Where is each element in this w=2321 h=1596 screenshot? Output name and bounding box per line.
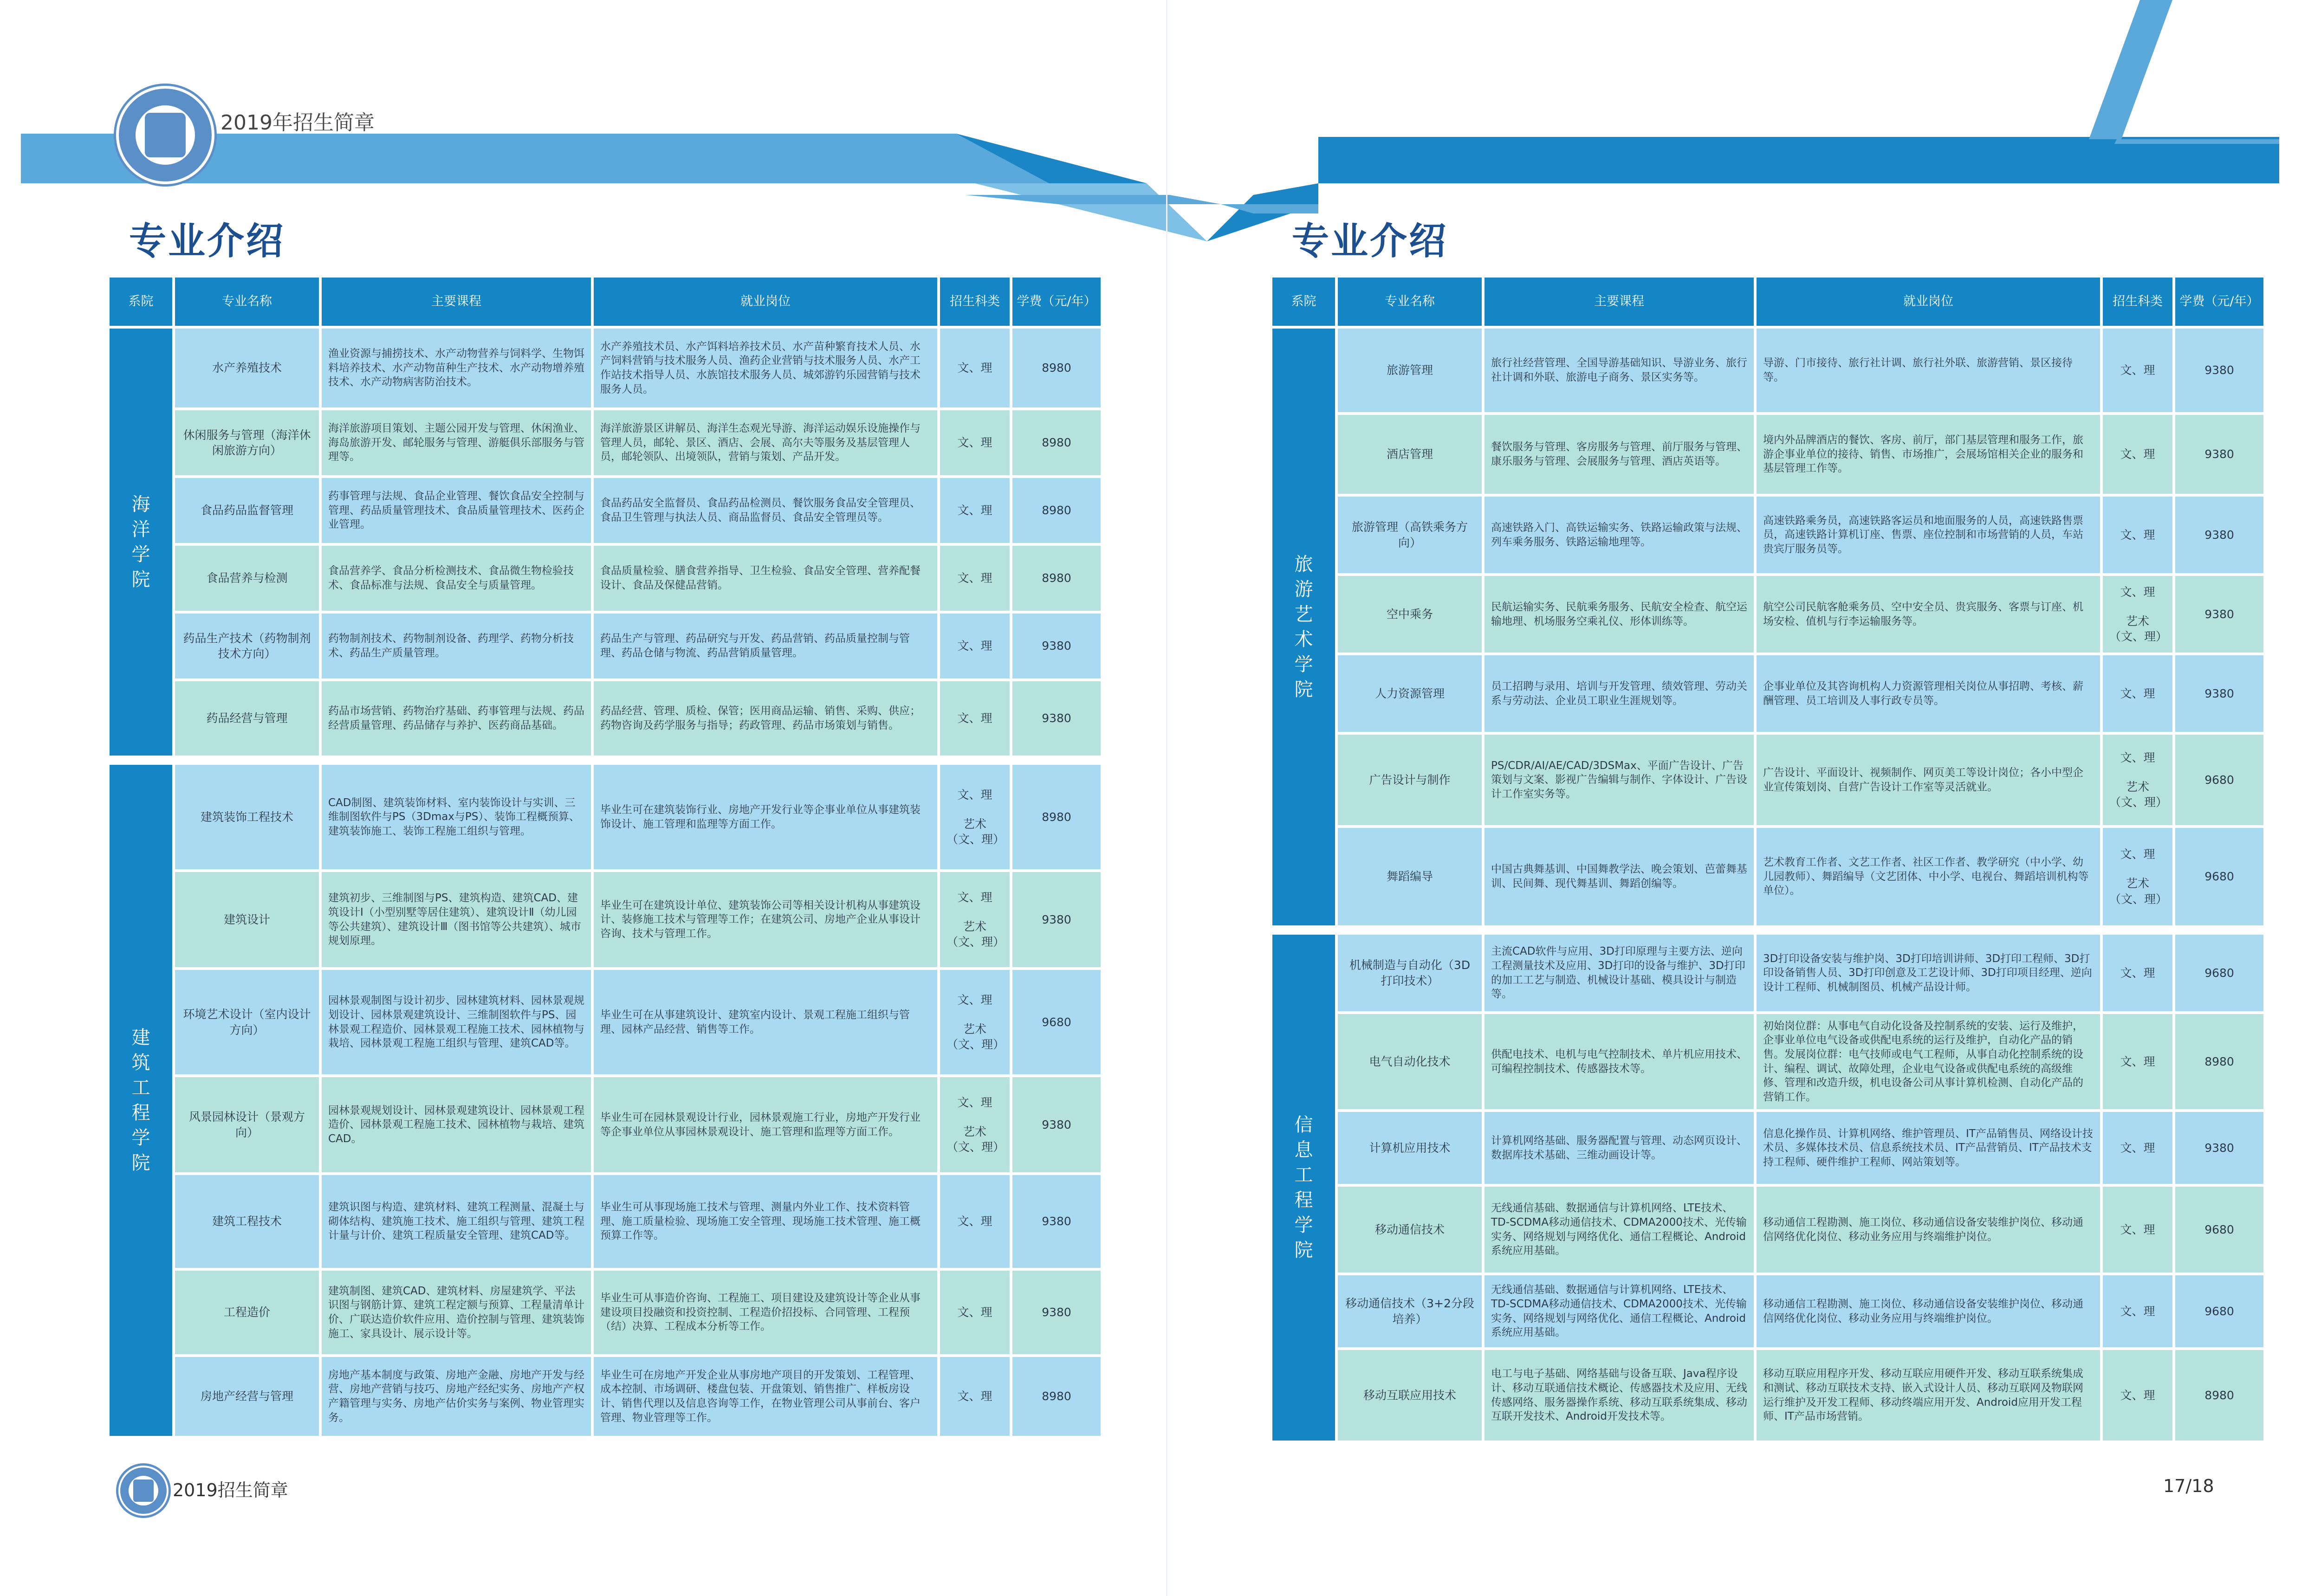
jobs-cell: 水产养殖技术员、水产饵料培养技术员、水产苗种繁育技术人员、水产饲料营销与技术服务人员、渔药企业营销与技术服务人员、水产工作站技术指导人员、水族馆技术服务人员、城郊游钓乐园营销与技术服务人员。 [594,329,937,407]
courses-cell: 计算机网络基础、服务器配置与管理、动态网页设计、数据库技术基础、三维动画设计等。 [1485,1112,1754,1184]
tuition-cell: 8980 [1012,546,1101,611]
tuition-cell: 9380 [1012,1077,1101,1172]
category-label: 文、理 [2120,966,2155,980]
major-name-cell: 药品生产技术（药物制剂技术方向） [175,614,319,678]
category-cell [940,1357,1010,1436]
table-row [110,1271,1101,1354]
header-brochure-title: 2019年招生简章 [220,111,375,135]
major-name-cell: 移动通信技术 [1338,1187,1482,1273]
major-name-cell: 环境艺术设计（室内设计方向） [175,970,319,1074]
jobs-cell: 移动通信工程勘测、施工岗位、移动通信设备安装维护岗位、移动通信网络优化岗位、移动业务应用与终端维护岗位。 [1757,1275,2100,1347]
major-name-cell: 计算机应用技术 [1338,1112,1482,1184]
category-label: 文、理 [957,639,992,653]
courses-cell: 民航运输实务、民航乘务服务、民航安全检查、航空运输地理、机场服务空乘礼仪、形体训练等。 [1485,576,1754,653]
table-row [110,329,1101,407]
tuition-cell: 8980 [1012,410,1101,475]
category-label: 文、理 [2120,1304,2155,1318]
category-label: 文、理 [2120,1054,2155,1068]
category-cell [2103,1350,2172,1441]
jobs-cell: 毕业生可在从事建筑设计、建筑室内设计、景观工程施工组织与管理、园林产品经营、销售等工作。 [594,970,937,1074]
tuition-cell: 8980 [1012,329,1101,407]
table-row [1272,329,2263,412]
category-cell [940,765,1010,869]
column-header: 专业名称 [1338,278,1482,326]
category-label: 艺术（文、理） [947,919,1005,949]
table-header-row [1272,278,2263,326]
major-name-cell: 药品经营与管理 [175,681,319,756]
column-header: 主要课程 [1485,278,1754,326]
courses-cell: 药物制剂技术、药物制剂设备、药理学、药物分析技术、药品生产质量管理。 [322,614,591,678]
table-row [110,614,1101,678]
category-cell [2103,497,2172,573]
major-name-cell: 休闲服务与管理（海洋休闲旅游方向） [175,410,319,475]
jobs-cell: 艺术教育工作者、文艺工作者、社区工作者、教学研究（中小学、幼儿园教师）、舞蹈编导（文艺团体、中小学、电视台、舞蹈培训机构等单位）。 [1757,828,2100,925]
jobs-cell: 信息化操作员、计算机网络、维护管理员、IT产品销售员、网络设计技术员、多媒体技术员、信息系统技术员、IT产品营销员、IT产品技术支持工程师、硬件维护工程师、网站策划等。 [1757,1112,2100,1184]
tuition-cell: 9380 [1012,614,1101,678]
category-cell [2103,735,2172,825]
tuition-cell: 8980 [1012,1357,1101,1436]
table-row [110,546,1101,611]
category-label: 文、理 [957,571,992,585]
tuition-cell: 9680 [2175,735,2263,825]
left-major-table [107,275,1103,1439]
dept-cell: 旅 游 艺 术 学 院 [1272,329,1335,925]
courses-cell: 旅行社经营管理、全国导游基础知识、导游业务、旅行社计调和外联、旅游电子商务、景区实务等。 [1485,329,1754,412]
category-cell [2103,828,2172,925]
category-cell [2103,1275,2172,1347]
tuition-cell: 9380 [2175,655,2263,732]
category-cell [940,1271,1010,1354]
jobs-cell: 航空公司民航客舱乘务员、空中安全员、贵宾服务、客票与订座、机场安检、值机与行李运输服务等。 [1757,576,2100,653]
major-name-cell: 食品营养与检测 [175,546,319,611]
table-header-row [110,278,1101,326]
category-label: 文、理 [957,361,992,375]
courses-cell: 建筑初步、三维制图与PS、建筑构造、建筑CAD、建筑设计Ⅰ（小型别墅等居住建筑）、建筑设计Ⅱ（幼儿园等公共建筑）、建筑设计Ⅲ（图书馆等公共建筑）、城市规划原理。 [322,872,591,967]
courses-cell: CAD制图、建筑装饰材料、室内装饰设计与实训、三维制图软件与PS（3Dmax与PS）、装饰工程概预算、建筑装饰施工、装饰工程施工组织与管理。 [322,765,591,869]
column-header: 就业岗位 [1757,278,2100,326]
tuition-cell: 9380 [2175,497,2263,573]
category-cell [2103,576,2172,653]
courses-cell: 海洋旅游项目策划、主题公园开发与管理、休闲渔业、海岛旅游开发、邮轮服务与管理、游艇俱乐部服务与管理等。 [322,410,591,475]
jobs-cell: 初始岗位群：从事电气自动化设备及控制系统的安装、运行及维护，企事业单位电气设备或供配电系统的运行及维护，自动化产品的销售。发展岗位群：电气技师或电气工程师，从事自动化控制系统的设计、编程、调试、故障处理，企业电气设备或供配电系统的高级维修、管理和改造升级，机电设备公司从事计算机检测、自动化产品的营销工作。 [1757,1014,2100,1109]
major-name-cell: 工程造价 [175,1271,319,1354]
jobs-cell: 毕业生可在建筑装饰行业、房地产开发行业等企事业单位从事建筑装饰设计、施工管理和监理等方面工作。 [594,765,937,869]
tuition-cell: 9380 [1012,872,1101,967]
table-row [1272,576,2263,653]
major-name-cell: 舞蹈编导 [1338,828,1482,925]
column-header: 招生科类 [2103,278,2172,326]
footer-logo-icon [118,1466,169,1516]
category-label: 文、理 [2120,585,2155,599]
category-cell [2103,1112,2172,1184]
tuition-cell: 9680 [2175,935,2263,1011]
footer-brochure-title: 2019招生简章 [173,1480,288,1500]
table-row [1272,935,2263,1011]
courses-cell: 员工招聘与录用、培训与开发管理、绩效管理、劳动关系与劳动法、企业员工职业生涯规划等。 [1485,655,1754,732]
category-cell [940,1175,1010,1268]
jobs-cell: 企事业单位及其咨询机构人力资源管理相关岗位从事招聘、考核、薪酬管理、员工培训及人事行政专员等。 [1757,655,2100,732]
page-number: 17/18 [2163,1476,2214,1496]
jobs-cell: 3D打印设备安装与维护岗、3D打印培训讲师、3D打印工程师、3D打印设备销售人员、3D打印创意及工艺设计师、3D打印项目经理、逆向设计工程师、机械制图员、机械产品设计师。 [1757,935,2100,1011]
tuition-cell: 8980 [2175,1014,2263,1109]
category-cell [2103,655,2172,732]
category-cell [940,970,1010,1074]
major-name-cell: 旅游管理（高铁乘务方向） [1338,497,1482,573]
courses-cell: 园林景观规划设计、园林景观建筑设计、园林景观工程造价、园林景观工程施工技术、园林植物与栽培、建筑CAD。 [322,1077,591,1172]
category-label: 文、理 [2120,1141,2155,1155]
category-label: 文、理 [2120,750,2155,764]
category-label: 文、理 [957,436,992,450]
major-name-cell: 人力资源管理 [1338,655,1482,732]
table-row [110,681,1101,756]
tuition-cell: 8980 [1012,765,1101,869]
category-cell [940,410,1010,475]
tuition-cell: 9380 [2175,329,2263,412]
major-name-cell: 机械制造与自动化（3D打印技术） [1338,935,1482,1011]
courses-cell: 中国古典舞基训、中国舞教学法、晚会策划、芭蕾舞基训、民间舞、现代舞基训、舞蹈创编等。 [1485,828,1754,925]
category-label: 文、理 [2120,1222,2155,1236]
category-cell [2103,935,2172,1011]
table-row [110,765,1101,869]
courses-cell: 供配电技术、电机与电气控制技术、单片机应用技术、可编程控制技术、传感器技术等。 [1485,1014,1754,1109]
category-label: 文、理 [957,1215,992,1228]
jobs-cell: 海洋旅游景区讲解员、海洋生态观光导游、海洋运动娱乐设施操作与管理人员，邮轮、景区、酒店、会展、高尔夫等服务及基层管理人员，邮轮领队、出境领队，营销与策划、产品开发。 [594,410,937,475]
tuition-cell: 9380 [1012,681,1101,756]
jobs-cell: 移动通信工程勘测、施工岗位、移动通信设备安装维护岗位、移动通信网络优化岗位、移动业务应用与终端维护岗位。 [1757,1187,2100,1273]
jobs-cell: 食品质量检验、膳食营养指导、卫生检验、食品安全管理、营养配餐设计、食品及保健品营销。 [594,546,937,611]
tuition-cell: 9380 [1012,1271,1101,1354]
category-label: 艺术（文、理） [2109,780,2168,809]
table-row [1272,1014,2263,1109]
table-row [1272,828,2263,925]
courses-cell: 无线通信基础、数据通信与计算机网络、LTE技术、TD-SCDMA移动通信技术、CDMA2000技术、光传输实务、网络规划与网络优化、通信工程概论、Android系统应用基础。 [1485,1187,1754,1273]
jobs-cell: 高速铁路乘务员，高速铁路客运员和地面服务的人员，高速铁路售票员，高速铁路计算机订座、售票、座位控制和市场营销的人员，车站贵宾厅服务员等。 [1757,497,2100,573]
major-name-cell: 建筑装饰工程技术 [175,765,319,869]
major-name-cell: 房地产经营与管理 [175,1357,319,1436]
table-row [110,410,1101,475]
major-name-cell: 风景园林设计（景观方向） [175,1077,319,1172]
table-row [110,970,1101,1074]
tuition-cell: 9680 [2175,828,2263,925]
table-row [1272,1187,2263,1273]
column-header: 系院 [110,278,172,326]
school-logo-icon [116,86,214,184]
tuition-cell: 9680 [2175,1187,2263,1273]
dept-cell: 海 洋 学 院 [110,329,172,756]
courses-cell: 高速铁路入门、高铁运输实务、铁路运输政策与法规、列车乘务服务、铁路运输地理等。 [1485,497,1754,573]
major-name-cell: 建筑设计 [175,872,319,967]
table-row [110,1077,1101,1172]
courses-cell: 园林景观制图与设计初步、园林建筑材料、园林景观规划设计、园林景观建筑设计、三维制图软件与PS、园林景观工程造价、园林景观工程施工技术、园林植物与栽培、园林景观工程施工组织与管理、建筑CAD等。 [322,970,591,1074]
courses-cell: 房地产基本制度与政策、房地产金融、房地产开发与经营、房地产营销与技巧、房地产经纪实务、房地产产权产籍管理与实务、房地产估价实务与案例、物业管理实务。 [322,1357,591,1436]
dept-cell: 建 筑 工 程 学 院 [110,765,172,1436]
column-header: 学费（元/年） [1012,278,1101,326]
courses-cell: 电工与电子基础、网络基础与设备互联、Java程序设计、移动互联通信技术概论、传感器技术及应用、无线传感网络、服务器操作系统、移动互联系统集成、移动互联开发技术、Android开发技术等。 [1485,1350,1754,1441]
column-header: 学费（元/年） [2175,278,2263,326]
table-row [1272,655,2263,732]
category-cell [2103,329,2172,412]
courses-cell: 餐饮服务与管理、客房服务与管理、前厅服务与管理、康乐服务与管理、会展服务与管理、酒店英语等。 [1485,415,1754,494]
left-page-title: 专业介绍 [129,220,285,263]
jobs-cell: 食品药品安全监督员、食品药品检测员、餐饮服务食品安全管理员、食品卫生管理与执法人员、商品监督员、食品安全管理员等。 [594,478,937,543]
major-name-cell: 食品药品监督管理 [175,478,319,543]
major-name-cell: 移动通信技术（3+2分段培养） [1338,1275,1482,1347]
category-label: 文、理 [957,1095,992,1109]
column-header: 专业名称 [175,278,319,326]
table-row [110,872,1101,967]
courses-cell: 药品市场营销、药物治疗基础、药事管理与法规、药品经营质量管理、药品储存与养护、医药商品基础。 [322,681,591,756]
table-row [1272,497,2263,573]
right-major-table [1270,275,2266,1443]
tuition-cell: 9380 [2175,576,2263,653]
tuition-cell: 9680 [2175,1275,2263,1347]
major-name-cell: 电气自动化技术 [1338,1014,1482,1109]
jobs-cell: 毕业生可在建筑设计单位、建筑装饰公司等相关设计机构从事建筑设计、装修施工技术与管理等工作；在建筑公司、房地产企业从事设计咨询、技术与管理工作。 [594,872,937,967]
tuition-cell: 8980 [1012,478,1101,543]
table-row [110,478,1101,543]
category-cell [940,478,1010,543]
table-row [1272,415,2263,494]
major-name-cell: 旅游管理 [1338,329,1482,412]
jobs-cell: 毕业生可从事现场施工技术与管理、测量内外业工作、技术资料管理、施工质量检验、现场施工安全管理、现场施工技术管理、施工概预算工作等。 [594,1175,937,1268]
major-name-cell: 水产养殖技术 [175,329,319,407]
category-cell [2103,1187,2172,1273]
courses-cell: PS/CDR/AI/AE/CAD/3DSMax、平面广告设计、广告策划与文案、影视广告编辑与制作、字体设计、广告设计工作室实务等。 [1485,735,1754,825]
category-cell [940,872,1010,967]
tuition-cell: 9380 [1012,1175,1101,1268]
category-label: 文、理 [957,1305,992,1319]
jobs-cell: 移动互联应用程序开发、移动互联应用硬件开发、移动互联系统集成和测试、移动互联技术支持、嵌入式设计人员、移动互联网及物联网运行维护及开发工程师、移动终端应用开发、Android应用开发工程师、IT产品市场营销。 [1757,1350,2100,1441]
jobs-cell: 药品经营、管理、质检、保管；医用商品运输、销售、采购、供应；药物咨询及药学服务与指导；药政管理、药品市场策划与销售。 [594,681,937,756]
category-cell [2103,415,2172,494]
category-cell [940,329,1010,407]
category-label: 艺术（文、理） [947,817,1005,846]
jobs-cell: 毕业生可在园林景观设计行业，园林景观施工行业，房地产开发行业等企事业单位从事园林景观设计、施工管理和监理等方面工作。 [594,1077,937,1172]
tuition-cell: 8980 [2175,1350,2263,1441]
table-row [1272,1350,2263,1441]
major-name-cell: 广告设计与制作 [1338,735,1482,825]
courses-cell: 主流CAD软件与应用、3D打印原理与主要方法、逆向工程测量技术及应用、3D打印的设备与维护、3D打印的加工工艺与制造、机械设计基础、模具设计与制造等。 [1485,935,1754,1011]
jobs-cell: 药品生产与管理、药品研究与开发、药品营销、药品质量控制与管理、药品仓储与物流、药品营销质量管理。 [594,614,937,678]
courses-cell: 建筑识图与构造、建筑材料、建筑工程测量、混凝土与砌体结构、建筑施工技术、施工组织与管理、建筑工程计量与计价、建筑工程质量安全管理、建筑CAD等。 [322,1175,591,1268]
category-label: 文、理 [2120,447,2155,461]
category-cell [2103,1014,2172,1109]
group-spacer [1272,928,2263,932]
category-label: 艺术（文、理） [2109,614,2168,644]
group-spacer [110,758,1101,762]
category-cell [940,681,1010,756]
courses-cell: 食品营养学、食品分析检测技术、食品微生物检验技术、食品标准与法规、食品安全与质量管理。 [322,546,591,611]
major-name-cell: 酒店管理 [1338,415,1482,494]
tuition-cell: 9680 [1012,970,1101,1074]
jobs-cell: 境内外品牌酒店的餐饮、客房、前厅，部门基层管理和服务工作，旅游企事业单位的接待、销售、市场推广，会展场馆相关企业的服务和基层管理工作等。 [1757,415,2100,494]
category-label: 文、理 [2120,363,2155,377]
right-page-title: 专业介绍 [1292,220,1448,263]
category-label: 文、理 [957,504,992,517]
major-name-cell: 移动互联应用技术 [1338,1350,1482,1441]
category-label: 艺术（文、理） [947,1124,1005,1154]
column-header: 主要课程 [322,278,591,326]
courses-cell: 药事管理与法规、食品企业管理、餐饮食品安全控制与管理、药品质量管理技术、食品质量管理技术、医药企业管理。 [322,478,591,543]
table-row [1272,735,2263,825]
category-label: 文、理 [957,890,992,904]
major-name-cell: 建筑工程技术 [175,1175,319,1268]
jobs-cell: 毕业生可在房地产开发企业从事房地产项目的开发策划、工程管理、成本控制、市场调研、楼盘包装、开盘策划、销售推广、样板房设计、销售代理以及信息咨询等工作，在物业管理公司从事前台、客户管理、物业管理等工作。 [594,1357,937,1436]
page-fold [1166,0,1167,1596]
category-label: 艺术（文、理） [947,1022,1005,1052]
column-header: 就业岗位 [594,278,937,326]
category-label: 文、理 [957,993,992,1007]
category-label: 文、理 [2120,847,2155,861]
category-label: 文、理 [2120,1388,2155,1402]
table-row [110,1357,1101,1436]
courses-cell: 建筑制图、建筑CAD、建筑材料、房屋建筑学、平法识图与钢筋计算、建筑工程定额与预算、工程量清单计价、广联达造价软件应用、造价控制与管理、建筑装饰施工、家具设计、展示设计等。 [322,1271,591,1354]
category-label: 文、理 [957,1389,992,1403]
column-header: 招生科类 [940,278,1010,326]
major-name-cell: 空中乘务 [1338,576,1482,653]
table-row [110,1175,1101,1268]
courses-cell: 渔业资源与捕捞技术、水产动物营养与饲料学、生物饵料培养技术、水产动物苗种生产技术、水产动物增养殖技术、水产动物病害防治技术。 [322,329,591,407]
courses-cell: 无线通信基础、数据通信与计算机网络、LTE技术、TD-SCDMA移动通信技术、CDMA2000技术、光传输实务、网络规划与网络优化、通信工程概论、Android系统应用基础。 [1485,1275,1754,1347]
table-row [1272,1112,2263,1184]
tuition-cell: 9380 [2175,1112,2263,1184]
category-cell [940,614,1010,678]
category-cell [940,1077,1010,1172]
category-label: 文、理 [957,711,992,725]
column-header: 系院 [1272,278,1335,326]
category-cell [940,546,1010,611]
jobs-cell: 导游、门市接待、旅行社计调、旅行社外联、旅游营销、景区接待等。 [1757,329,2100,412]
category-label: 文、理 [2120,686,2155,700]
category-label: 艺术（文、理） [2109,877,2168,906]
table-row [1272,1275,2263,1347]
jobs-cell: 广告设计、平面设计、视频制作、网页美工等设计岗位；各小中型企业宣传策划岗、自营广告设计工作室等灵活就业。 [1757,735,2100,825]
category-label: 文、理 [2120,528,2155,542]
jobs-cell: 毕业生可从事造价咨询、工程施工、项目建设及建筑设计等企业从事建设项目投融资和投资控制、工程造价招投标、合同管理、工程预（结）决算、工程成本分析等工作。 [594,1271,937,1354]
tuition-cell: 9380 [2175,415,2263,494]
category-label: 文、理 [957,788,992,801]
dept-cell: 信 息 工 程 学 院 [1272,935,1335,1441]
